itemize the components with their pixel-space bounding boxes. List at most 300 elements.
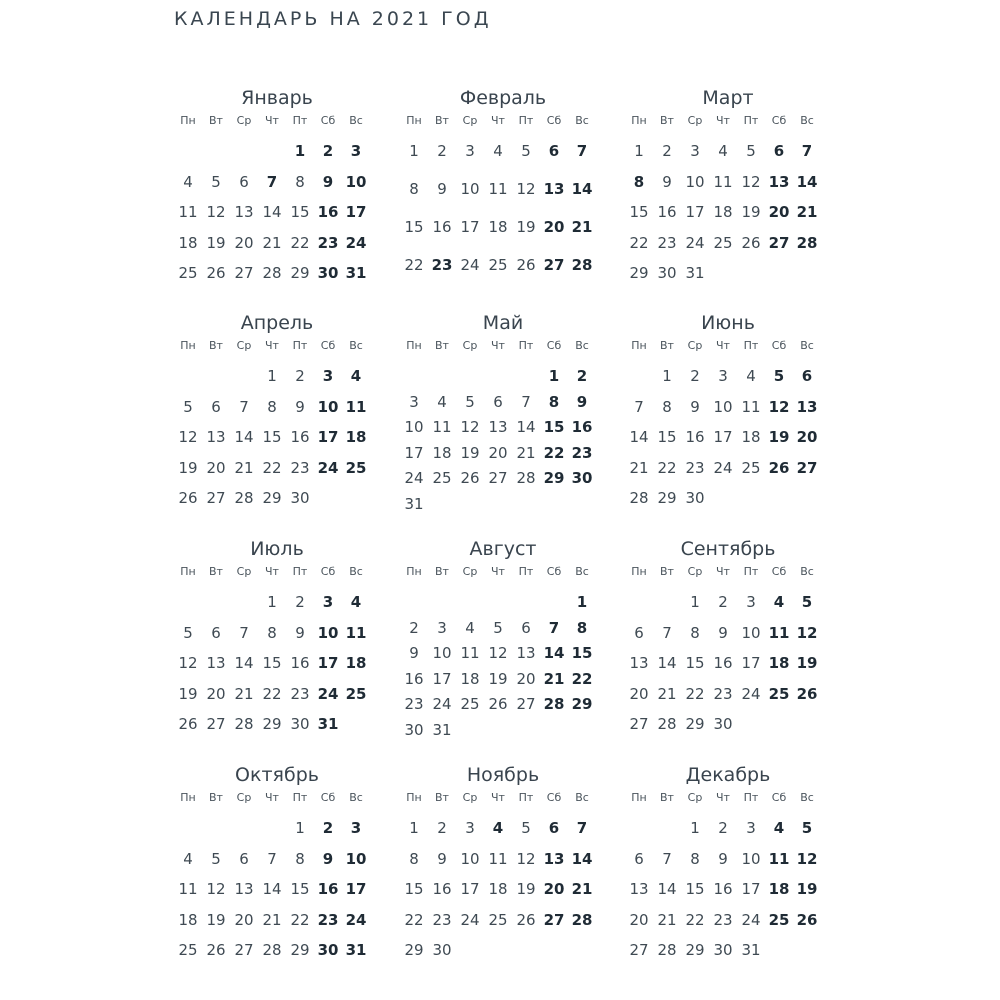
day-cell: 1 — [409, 142, 419, 160]
weekday-label: Пт — [518, 114, 534, 127]
day-cell: 26 — [206, 264, 226, 282]
day-cell: 16 — [713, 880, 733, 898]
empty-cell — [765, 263, 793, 283]
day-cell: 8 — [662, 397, 672, 416]
empty-cell — [765, 940, 793, 960]
empty-cell — [174, 141, 202, 161]
day-cell: 26 — [516, 256, 536, 274]
day-cell: 2 — [718, 819, 728, 837]
day-cell: 2 — [322, 819, 334, 837]
weekday-label: Пн — [631, 339, 647, 352]
day-cell: 10 — [741, 849, 761, 868]
day-cell: 16 — [713, 654, 733, 672]
weekday-label: Сб — [546, 565, 562, 578]
day-cell: 6 — [493, 392, 503, 411]
day-cell: 4 — [465, 618, 475, 637]
week-row — [400, 392, 596, 412]
day-cell: 16 — [571, 418, 593, 436]
day-cell: 15 — [404, 218, 424, 236]
weekday-label: Пт — [743, 791, 759, 804]
day-cell: 28 — [657, 941, 677, 959]
empty-cell — [174, 592, 202, 612]
weekday-header — [400, 336, 596, 356]
empty-cell — [342, 488, 370, 508]
day-cell: 28 — [657, 715, 677, 733]
day-cell: 17 — [404, 443, 424, 462]
day-cell: 10 — [345, 172, 367, 191]
day-cell: 23 — [290, 684, 310, 703]
weekday-header — [400, 111, 596, 131]
empty-cell — [793, 714, 821, 734]
week-row — [625, 818, 821, 838]
day-cell: 30 — [290, 715, 310, 733]
week-row — [174, 653, 370, 673]
day-cell: 22 — [657, 458, 677, 477]
week-row — [400, 643, 596, 663]
weekday-label: Пт — [292, 565, 308, 578]
day-cell: 17 — [345, 203, 367, 221]
empty-cell — [653, 592, 681, 612]
day-cell: 14 — [234, 428, 254, 446]
day-cell: 4 — [773, 593, 785, 611]
weekday-label: Вс — [349, 339, 363, 352]
day-cell: 24 — [317, 458, 339, 477]
day-cell: 4 — [437, 392, 447, 411]
day-cell: 7 — [521, 392, 531, 411]
week-row — [400, 592, 596, 612]
day-cell: 20 — [516, 669, 536, 688]
day-cell: 11 — [488, 180, 508, 198]
month-name: Май — [482, 312, 524, 334]
day-cell: 1 — [662, 367, 672, 385]
week-row — [400, 720, 596, 740]
week-row — [174, 141, 370, 161]
day-cell: 1 — [294, 142, 306, 160]
day-cell: 13 — [516, 644, 536, 662]
day-cell: 18 — [345, 428, 367, 446]
weekday-label: Сб — [320, 339, 336, 352]
weekday-label: Пн — [631, 565, 647, 578]
day-cell: 12 — [460, 418, 480, 436]
weekday-label: Сб — [771, 791, 787, 804]
weekday-header — [174, 788, 370, 808]
month-block — [625, 310, 821, 507]
empty-cell — [484, 494, 512, 514]
day-cell: 4 — [492, 819, 504, 837]
day-cell: 16 — [290, 654, 310, 672]
month-name: Сентябрь — [680, 538, 776, 560]
day-cell: 11 — [460, 644, 480, 662]
day-cell: 26 — [741, 233, 761, 252]
day-cell: 3 — [718, 367, 728, 385]
day-cell: 23 — [290, 458, 310, 477]
day-cell: 18 — [768, 654, 790, 672]
weekday-label: Чт — [265, 114, 279, 127]
month-name: Февраль — [459, 87, 547, 109]
week-row — [625, 714, 821, 734]
day-cell: 14 — [571, 849, 593, 868]
week-row — [400, 366, 596, 386]
day-cell: 26 — [206, 941, 226, 959]
day-cell: 15 — [404, 880, 424, 898]
day-cell: 18 — [460, 669, 480, 688]
day-cell: 27 — [206, 489, 226, 507]
day-cell: 16 — [432, 218, 452, 236]
empty-cell — [484, 592, 512, 612]
day-cell: 5 — [801, 819, 813, 837]
day-cell: 26 — [178, 489, 198, 507]
month-block — [625, 762, 821, 959]
day-cell: 25 — [741, 458, 761, 477]
day-cell: 29 — [262, 715, 282, 733]
day-cell: 6 — [521, 618, 531, 637]
weekday-label: Вс — [800, 339, 814, 352]
day-cell: 19 — [741, 203, 761, 221]
weekday-label: Пт — [292, 791, 308, 804]
day-cell: 7 — [267, 849, 277, 868]
weekday-label: Чт — [491, 339, 505, 352]
day-cell: 12 — [796, 849, 818, 868]
weekday-label: Сб — [771, 339, 787, 352]
weekday-label: Вт — [435, 114, 449, 127]
day-cell: 6 — [634, 623, 644, 642]
weekday-label: Вс — [575, 791, 589, 804]
empty-cell — [512, 494, 540, 514]
weekday-label: Пн — [631, 791, 647, 804]
day-cell: 7 — [576, 142, 588, 160]
weekday-label: Пт — [518, 565, 534, 578]
day-cell: 24 — [713, 458, 733, 477]
day-cell: 14 — [796, 172, 818, 191]
month-block — [400, 85, 596, 274]
empty-cell — [625, 366, 653, 386]
day-cell: 1 — [409, 819, 419, 837]
day-cell: 5 — [521, 819, 531, 837]
weekday-label: Вс — [575, 114, 589, 127]
empty-cell — [202, 592, 230, 612]
day-cell: 2 — [718, 593, 728, 611]
empty-cell — [202, 141, 230, 161]
weekday-label: Вт — [209, 339, 223, 352]
week-row — [174, 910, 370, 930]
day-cell: 1 — [690, 593, 700, 611]
day-cell: 1 — [267, 593, 277, 611]
day-cell: 10 — [404, 418, 424, 436]
day-cell: 2 — [662, 142, 672, 160]
weekday-label: Вс — [800, 791, 814, 804]
weekday-label: Вт — [435, 791, 449, 804]
day-cell: 4 — [350, 367, 362, 385]
weekday-label: Чт — [265, 791, 279, 804]
empty-cell — [174, 366, 202, 386]
day-cell: 5 — [211, 172, 221, 191]
day-cell: 17 — [317, 428, 339, 446]
weekday-header — [625, 336, 821, 356]
week-row — [625, 623, 821, 643]
month-name: Октябрь — [235, 764, 319, 786]
day-cell: 9 — [576, 392, 588, 411]
day-cell: 12 — [516, 180, 536, 198]
weekday-label: Пн — [406, 791, 422, 804]
month-block — [174, 762, 370, 959]
day-cell: 12 — [178, 654, 198, 672]
weekday-label: Ср — [236, 339, 252, 352]
day-cell: 11 — [488, 849, 508, 868]
day-cell: 4 — [183, 172, 193, 191]
weekday-label: Пн — [180, 565, 196, 578]
day-cell: 9 — [690, 397, 700, 416]
day-cell: 18 — [768, 880, 790, 898]
day-cell: 30 — [713, 941, 733, 959]
day-cell: 15 — [262, 428, 282, 446]
weekday-label: Пн — [180, 339, 196, 352]
empty-cell — [793, 488, 821, 508]
month-name: Июль — [250, 538, 304, 560]
day-cell: 29 — [629, 264, 649, 282]
day-cell: 24 — [432, 695, 452, 713]
day-cell: 11 — [768, 849, 790, 868]
day-cell: 4 — [350, 593, 362, 611]
weekday-label: Чт — [716, 791, 730, 804]
day-cell: 20 — [206, 684, 226, 703]
week-row — [625, 592, 821, 612]
day-cell: 8 — [295, 172, 305, 191]
day-cell: 15 — [685, 654, 705, 672]
day-cell: 25 — [768, 910, 790, 929]
day-cell: 2 — [295, 367, 305, 385]
weekday-header — [174, 111, 370, 131]
day-cell: 24 — [741, 684, 761, 703]
weekday-label: Вт — [660, 565, 674, 578]
weekday-header — [625, 562, 821, 582]
day-cell: 8 — [690, 849, 700, 868]
day-cell: 24 — [404, 469, 424, 487]
day-cell: 14 — [657, 654, 677, 672]
week-row — [400, 879, 596, 899]
day-cell: 24 — [741, 910, 761, 929]
week-row — [174, 714, 370, 734]
day-cell: 9 — [322, 172, 334, 191]
day-cell: 19 — [768, 428, 790, 446]
day-cell: 17 — [460, 218, 480, 236]
day-cell: 9 — [662, 172, 672, 191]
day-cell: 6 — [211, 623, 221, 642]
empty-cell — [342, 714, 370, 734]
weekday-label: Вт — [435, 565, 449, 578]
weekday-label: Пт — [743, 114, 759, 127]
day-cell: 29 — [543, 469, 565, 487]
day-cell: 30 — [657, 264, 677, 282]
weekday-label: Вт — [209, 791, 223, 804]
week-row — [400, 443, 596, 463]
weekday-label: Пт — [518, 339, 534, 352]
day-cell: 8 — [548, 392, 560, 411]
day-cell: 20 — [234, 910, 254, 929]
week-row — [625, 458, 821, 478]
day-cell: 21 — [234, 684, 254, 703]
day-cell: 10 — [317, 623, 339, 642]
day-cell: 30 — [290, 489, 310, 507]
week-row — [400, 849, 596, 869]
day-cell: 4 — [183, 849, 193, 868]
month-block — [400, 310, 596, 513]
empty-cell — [512, 366, 540, 386]
day-cell: 15 — [629, 203, 649, 221]
empty-cell — [540, 592, 568, 612]
day-cell: 11 — [713, 172, 733, 191]
day-cell: 25 — [432, 469, 452, 487]
day-cell: 29 — [262, 489, 282, 507]
day-cell: 14 — [234, 654, 254, 672]
day-cell: 4 — [718, 142, 728, 160]
day-cell: 17 — [460, 880, 480, 898]
day-cell: 5 — [773, 367, 785, 385]
month-name: Декабрь — [685, 764, 771, 786]
empty-cell — [540, 720, 568, 740]
weekday-label: Пн — [631, 114, 647, 127]
weekday-label: Чт — [716, 114, 730, 127]
weekday-label: Сб — [771, 565, 787, 578]
week-row — [625, 263, 821, 283]
weekday-label: Пт — [743, 339, 759, 352]
day-cell: 10 — [741, 623, 761, 642]
weekday-label: Вс — [800, 565, 814, 578]
day-cell: 22 — [290, 910, 310, 929]
weekday-label: Вт — [660, 339, 674, 352]
day-cell: 23 — [685, 458, 705, 477]
week-row — [625, 849, 821, 869]
empty-cell — [174, 818, 202, 838]
day-cell: 29 — [404, 941, 424, 959]
week-row — [625, 653, 821, 673]
day-cell: 1 — [295, 819, 305, 837]
weekday-label: Ср — [687, 339, 703, 352]
empty-cell — [709, 263, 737, 283]
day-cell: 23 — [317, 910, 339, 929]
day-cell: 7 — [548, 618, 560, 637]
day-cell: 8 — [295, 849, 305, 868]
day-cell: 7 — [239, 397, 249, 416]
day-cell: 16 — [290, 428, 310, 446]
weekday-header — [625, 111, 821, 131]
day-cell: 2 — [437, 142, 447, 160]
day-cell: 15 — [543, 418, 565, 436]
day-cell: 2 — [295, 593, 305, 611]
day-cell: 5 — [183, 397, 193, 416]
day-cell: 10 — [432, 644, 452, 662]
day-cell: 2 — [576, 367, 588, 385]
week-row — [400, 255, 596, 275]
day-cell: 6 — [211, 397, 221, 416]
day-cell: 1 — [267, 367, 277, 385]
month-name: Ноябрь — [466, 764, 540, 786]
day-cell: 14 — [657, 880, 677, 898]
day-cell: 22 — [404, 256, 424, 274]
day-cell: 9 — [437, 180, 447, 198]
day-cell: 5 — [211, 849, 221, 868]
day-cell: 7 — [662, 623, 672, 642]
day-cell: 23 — [432, 910, 452, 929]
day-cell: 29 — [657, 489, 677, 507]
week-row — [174, 684, 370, 704]
week-row — [174, 940, 370, 960]
day-cell: 13 — [543, 180, 565, 198]
empty-cell — [512, 720, 540, 740]
day-cell: 13 — [206, 428, 226, 446]
empty-cell — [568, 940, 596, 960]
empty-cell — [540, 494, 568, 514]
weekday-label: Чт — [265, 339, 279, 352]
day-cell: 21 — [571, 880, 593, 898]
weekday-label: Ср — [462, 339, 478, 352]
empty-cell — [400, 366, 428, 386]
week-row — [174, 592, 370, 612]
month-block — [400, 762, 596, 959]
empty-cell — [512, 592, 540, 612]
day-cell: 15 — [290, 880, 310, 898]
day-cell: 25 — [460, 695, 480, 713]
day-cell: 24 — [317, 684, 339, 703]
day-cell: 3 — [437, 618, 447, 637]
day-cell: 13 — [234, 880, 254, 898]
day-cell: 24 — [685, 233, 705, 252]
day-cell: 27 — [768, 233, 790, 252]
weekday-label: Сб — [320, 791, 336, 804]
day-cell: 4 — [493, 142, 503, 160]
weekday-label: Вт — [660, 791, 674, 804]
weekday-label: Пт — [292, 114, 308, 127]
empty-cell — [456, 592, 484, 612]
weekday-label: Сб — [320, 565, 336, 578]
day-cell: 30 — [317, 941, 339, 959]
week-row — [174, 233, 370, 253]
weekday-label: Вс — [575, 565, 589, 578]
empty-cell — [456, 366, 484, 386]
day-cell: 1 — [576, 593, 588, 611]
day-cell: 3 — [690, 142, 700, 160]
day-cell: 7 — [576, 819, 588, 837]
weekday-label: Ср — [462, 114, 478, 127]
day-cell: 17 — [685, 203, 705, 221]
day-cell: 10 — [460, 849, 480, 868]
day-cell: 6 — [548, 142, 560, 160]
week-row — [625, 684, 821, 704]
day-cell: 25 — [713, 233, 733, 252]
day-cell: 26 — [768, 458, 790, 477]
empty-cell — [484, 940, 512, 960]
weekday-label: Пн — [406, 114, 422, 127]
weekday-header — [625, 788, 821, 808]
day-cell: 22 — [543, 443, 565, 462]
day-cell: 21 — [516, 443, 536, 462]
day-cell: 26 — [488, 695, 508, 713]
week-row — [400, 910, 596, 930]
day-cell: 12 — [741, 172, 761, 191]
day-cell: 22 — [685, 910, 705, 929]
weekday-label: Ср — [687, 114, 703, 127]
day-cell: 25 — [178, 264, 198, 282]
day-cell: 2 — [690, 367, 700, 385]
day-cell: 27 — [629, 941, 649, 959]
day-cell: 18 — [345, 654, 367, 672]
empty-cell — [314, 488, 342, 508]
day-cell: 17 — [317, 654, 339, 672]
day-cell: 9 — [409, 644, 419, 662]
day-cell: 2 — [409, 618, 419, 637]
day-cell: 3 — [322, 593, 334, 611]
day-cell: 18 — [713, 203, 733, 221]
day-cell: 24 — [345, 910, 367, 929]
